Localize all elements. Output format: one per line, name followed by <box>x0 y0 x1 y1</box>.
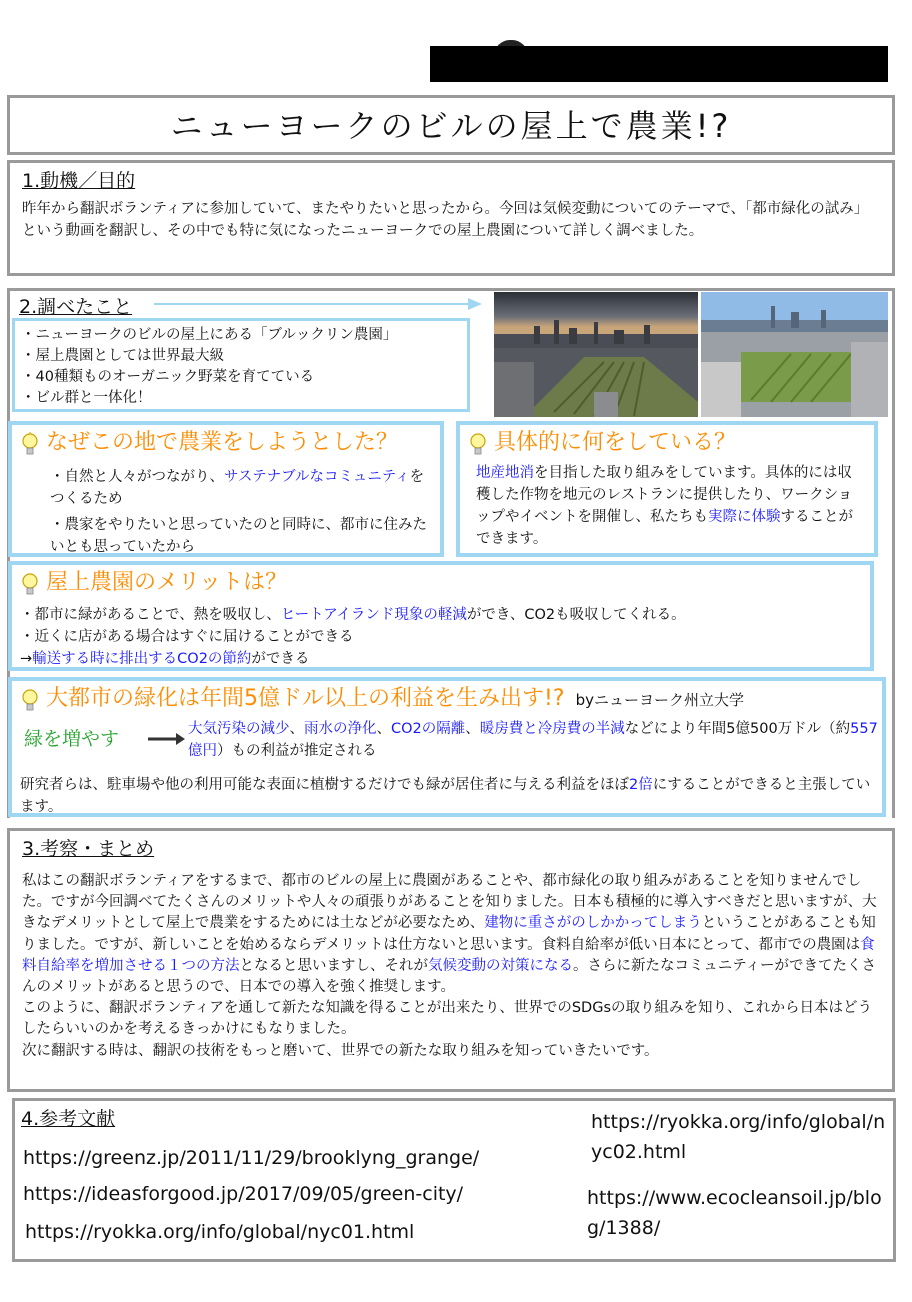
lightbulb-icon <box>20 688 40 714</box>
reference-link[interactable]: https://www.ecocleansoil.jp/blog/1388/ <box>587 1187 882 1239</box>
findings-box <box>12 318 470 412</box>
merit-question: 屋上農園のメリットは？ <box>46 570 288 595</box>
page-title: ニューヨークのビルの屋上で農業!? <box>170 107 732 145</box>
merit-line-1: ・都市に緑があることで、熱を吸収し、ヒートアイランド現象の軽減ができ、CO2も吸収してくれる。 <box>20 606 686 623</box>
merit-line-2: ・近くに店がある場合はすぐに届けることができる <box>20 628 354 645</box>
header-black-bar <box>430 46 888 82</box>
what-box <box>456 421 878 557</box>
what-answer: 地産地消を目指した取り組みをしています。具体的には収穫した作物を地元のレストランに提供したり、ワークショップやイベントを開催し、私たちも実際に体験することができます。 <box>476 464 853 547</box>
profit-source: byニューヨーク州立大学 <box>575 691 744 709</box>
section-1-heading: 1.動機／目的 <box>22 170 136 192</box>
section-4-heading: 4.参考文献 <box>21 1108 116 1130</box>
section-3-heading: 3.考察・まとめ <box>22 838 155 860</box>
why-reason-2: ・農家をやりたいと思っていたのと同時に、都市に住みたいとも思っていたから <box>50 516 427 555</box>
reference-link[interactable]: https://ryokka.org/info/global/nyc01.html <box>25 1221 415 1243</box>
reference-link[interactable]: https://greenz.jp/2011/11/29/brooklyng_grange/ <box>23 1147 480 1169</box>
finding-item: ・ニューヨークのビルの屋上にある「ブルックリン農園」 <box>21 327 398 343</box>
lightbulb-icon <box>468 432 488 458</box>
finding-item: ・屋上農園としては世界最大級 <box>21 348 224 364</box>
motivation-text: 昨年から翻訳ボランティアに参加していて、またやりたいと思ったから。今回は気候変動についてのテーマで、「都市緑化の試み」という動画を翻訳し、その中でも特に気になったニューヨークでの屋上農園について詳しく調べました。 <box>22 201 869 239</box>
green-label: 緑を増やす <box>24 727 120 750</box>
rooftop-farm-photo-aerial <box>701 292 888 417</box>
finding-item: ・40種類ものオーガニック野菜を育てている <box>21 369 315 385</box>
discussion-text: 私はこの翻訳ボランティアをするまで、都市のビルの屋上に農園があることや、都市緑化の取り組みがあることを知りませんでした。ですが今回調べてたくさんのメリットや人々の頑張りがあることを知りました。日本も積極的に導入すべきだと思いますが、大きなデメリットとして屋上で農業をするためには土などが必要なため、建物に重さがのしかかってしまうということがあることも知りました。ですが、新しいことを始めるならデメリットは仕方ないと思います。食料自給率が低い日本にとって、都市での農園は食料自給率を増加させる１つの方法となると思いますし、それが気候変動の対策になる。さらに新たなコミュニティーができてたくさんのメリットがあると思うので、日本での導入を強く推奨します。 このように、翻訳ボランティアを通して新たな知識を得ることが出来たり、世界でのSDGsの取り組みを知り、これから日本はどうしたらいいのかを考えるきっかけにもなりました。 次に翻訳する時は、翻訳の技術をもっと磨いて、世界での新たな取り組みを知っていきたいです。 <box>22 873 877 1059</box>
why-box <box>8 421 444 557</box>
why-reason-1: ・自然と人々がつながり、サステナブルなコミュニティをつくるため <box>50 468 425 507</box>
right-arrow-icon <box>148 732 186 746</box>
rooftop-farm-photo-dusk <box>494 292 698 417</box>
what-question: 具体的に何をしている？ <box>494 430 737 455</box>
lightbulb-icon <box>20 432 40 458</box>
section-motivation <box>7 160 895 276</box>
merit-line-3: →輸送する時に排出するCO2の節約ができる <box>20 650 310 667</box>
section-discussion <box>7 828 895 1092</box>
lightbulb-icon <box>20 572 40 598</box>
profit-box <box>8 677 886 817</box>
right-arrow-icon <box>466 296 484 312</box>
title-box <box>7 95 895 155</box>
profit-effects: 大気汚染の減少、雨水の浄化、CO2の隔離、暖房費と冷房費の半減などにより年間5億500万ドル（約557億円）もの利益が推定される <box>188 720 878 759</box>
profit-headline: 大都市の緑化は年間5億ドル以上の利益を生み出す!? <box>46 686 565 711</box>
section-2-heading: 2.調べたこと <box>19 296 133 318</box>
connector-line <box>154 303 472 305</box>
finding-item: ・ビル群と一体化！ <box>21 390 152 406</box>
research-claim: 研究者らは、駐車場や他の利用可能な表面に植樹するだけでも緑が居住者に与える利益をほぼ2倍にすることができると主張しています。 <box>20 776 871 815</box>
reference-link[interactable]: https://ryokka.org/info/global/nyc02.html <box>591 1111 886 1163</box>
merit-box <box>8 561 874 671</box>
why-question: なぜこの地で農業をしようとした？ <box>46 430 399 455</box>
reference-link[interactable]: https://ideasforgood.jp/2017/09/05/green-city/ <box>23 1183 464 1205</box>
section-references <box>12 1098 896 1262</box>
